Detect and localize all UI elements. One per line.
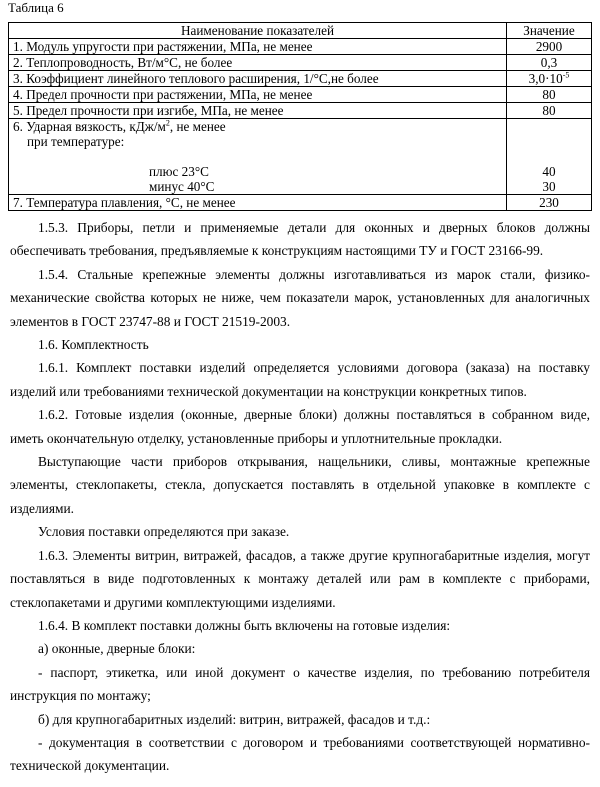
value-exponent: -5: [562, 70, 570, 80]
table-row: [9, 71, 592, 87]
list-item: - паспорт, этикетка, или иной документ о качестве изделия, по требованию потребителя инструкция по монтажу;: [10, 664, 590, 704]
properties-table: [8, 22, 592, 211]
row-value: 2900: [507, 39, 592, 55]
impact-title-post: , не менее: [169, 119, 226, 134]
row-value: [507, 119, 592, 195]
row-name: 5. Предел прочности при изгибе, МПа, не менее: [9, 103, 507, 119]
table-caption: Таблица 6: [8, 0, 64, 15]
row-value: [507, 71, 592, 87]
table-row: [9, 195, 592, 211]
row-name: [9, 119, 507, 195]
row-name: 4. Предел прочности при растяжении, МПа, не менее: [9, 87, 507, 103]
paragraph: 1.6.1. Комплект поставки изделий определяется условиями договора (заказа) на поставку изделий или требованиями технической документации на конструкции конкретных типов.: [10, 360, 590, 399]
row-name: 3. Коэффициент линейного теплового расширения, 1/°С,не более: [9, 71, 507, 87]
row-name: 7. Температура плавления, °С, не менее: [9, 195, 507, 211]
table-row: [9, 55, 592, 71]
paragraph: 1.5.3. Приборы, петли и применяемые детали для оконных и дверных блоков должны обеспечивать требования, предъявляемые к конструкциям настоящими ТУ и ГОСТ 23166-99.: [10, 220, 590, 259]
value-minus: 30: [542, 179, 556, 194]
paragraph: Условия поставки определяются при заказе.: [38, 524, 290, 540]
paragraph: Выступающие части приборов открывания, нащельники, сливы, монтажные крепежные элементы, стеклопакеты, стекла, допускается поставлять в отдельной упаковке в комплекте с изделиями.: [10, 454, 590, 516]
table-row: [9, 87, 592, 103]
impact-title-sup: 2: [165, 118, 170, 128]
paragraph: 1.6.2. Готовые изделия (оконные, дверные блоки) должны поставляться в собранном виде, иметь окончательную отделку, установленные приборы и уплотнительные прокладки.: [10, 407, 590, 446]
row-value: 80: [507, 87, 592, 103]
impact-title: [13, 119, 502, 134]
value-base: 3,0·10: [528, 71, 563, 86]
table-row: [9, 39, 592, 55]
table-row: [9, 119, 592, 195]
row-value: 80: [507, 103, 592, 119]
header-value: Значение: [507, 23, 592, 39]
list-heading: б) для крупногабаритных изделий: витрин, витражей, фасадов и т.д.:: [38, 711, 431, 727]
header-name: Наименование показателей: [9, 23, 507, 39]
value-plus: 40: [542, 164, 556, 179]
temp-minus-label: минус 40°С: [149, 179, 215, 194]
row-value: 230: [507, 195, 592, 211]
row-name: 1. Модуль упругости при растяжении, МПа, не менее: [9, 39, 507, 55]
temp-plus-label: плюс 23°С: [149, 164, 209, 179]
impact-title-pre: 6. Ударная вязкость, кДж/м: [13, 119, 166, 134]
paragraph: 1.6.4. В комплект поставки должны быть включены на готовые изделия:: [38, 617, 451, 633]
body-text: [10, 216, 590, 778]
table-row: [9, 103, 592, 119]
row-name: 2. Теплопроводность, Вт/м°С, не более: [9, 55, 507, 71]
paragraph: 1.6.3. Элементы витрин, витражей, фасадов, а также другие крупногабаритные изделия, могут поставляться в виде подготовленных к монтажу деталей или рам в комплекте с приборами, стеклопакетами и другими комплектующими изделиями.: [10, 547, 590, 610]
row-value: 0,3: [507, 55, 592, 71]
section-heading: 1.6. Комплектность: [38, 337, 149, 353]
paragraph: 1.5.4. Стальные крепежные элементы должны изготавливаться из марок стали, физико-механические свойства которых не ниже, чем показатели марок, установленных для аналогичных элементов в ГОСТ 23747-88 и ГОСТ 21519-2003.: [10, 266, 590, 329]
list-heading: а) оконные, дверные блоки:: [38, 641, 196, 657]
list-item: - документация в соответствии с договором и требованиями соответствующей нормативно-технической документации.: [10, 734, 590, 774]
impact-subtitle: при температуре:: [27, 134, 125, 149]
table-header-row: [9, 23, 592, 39]
